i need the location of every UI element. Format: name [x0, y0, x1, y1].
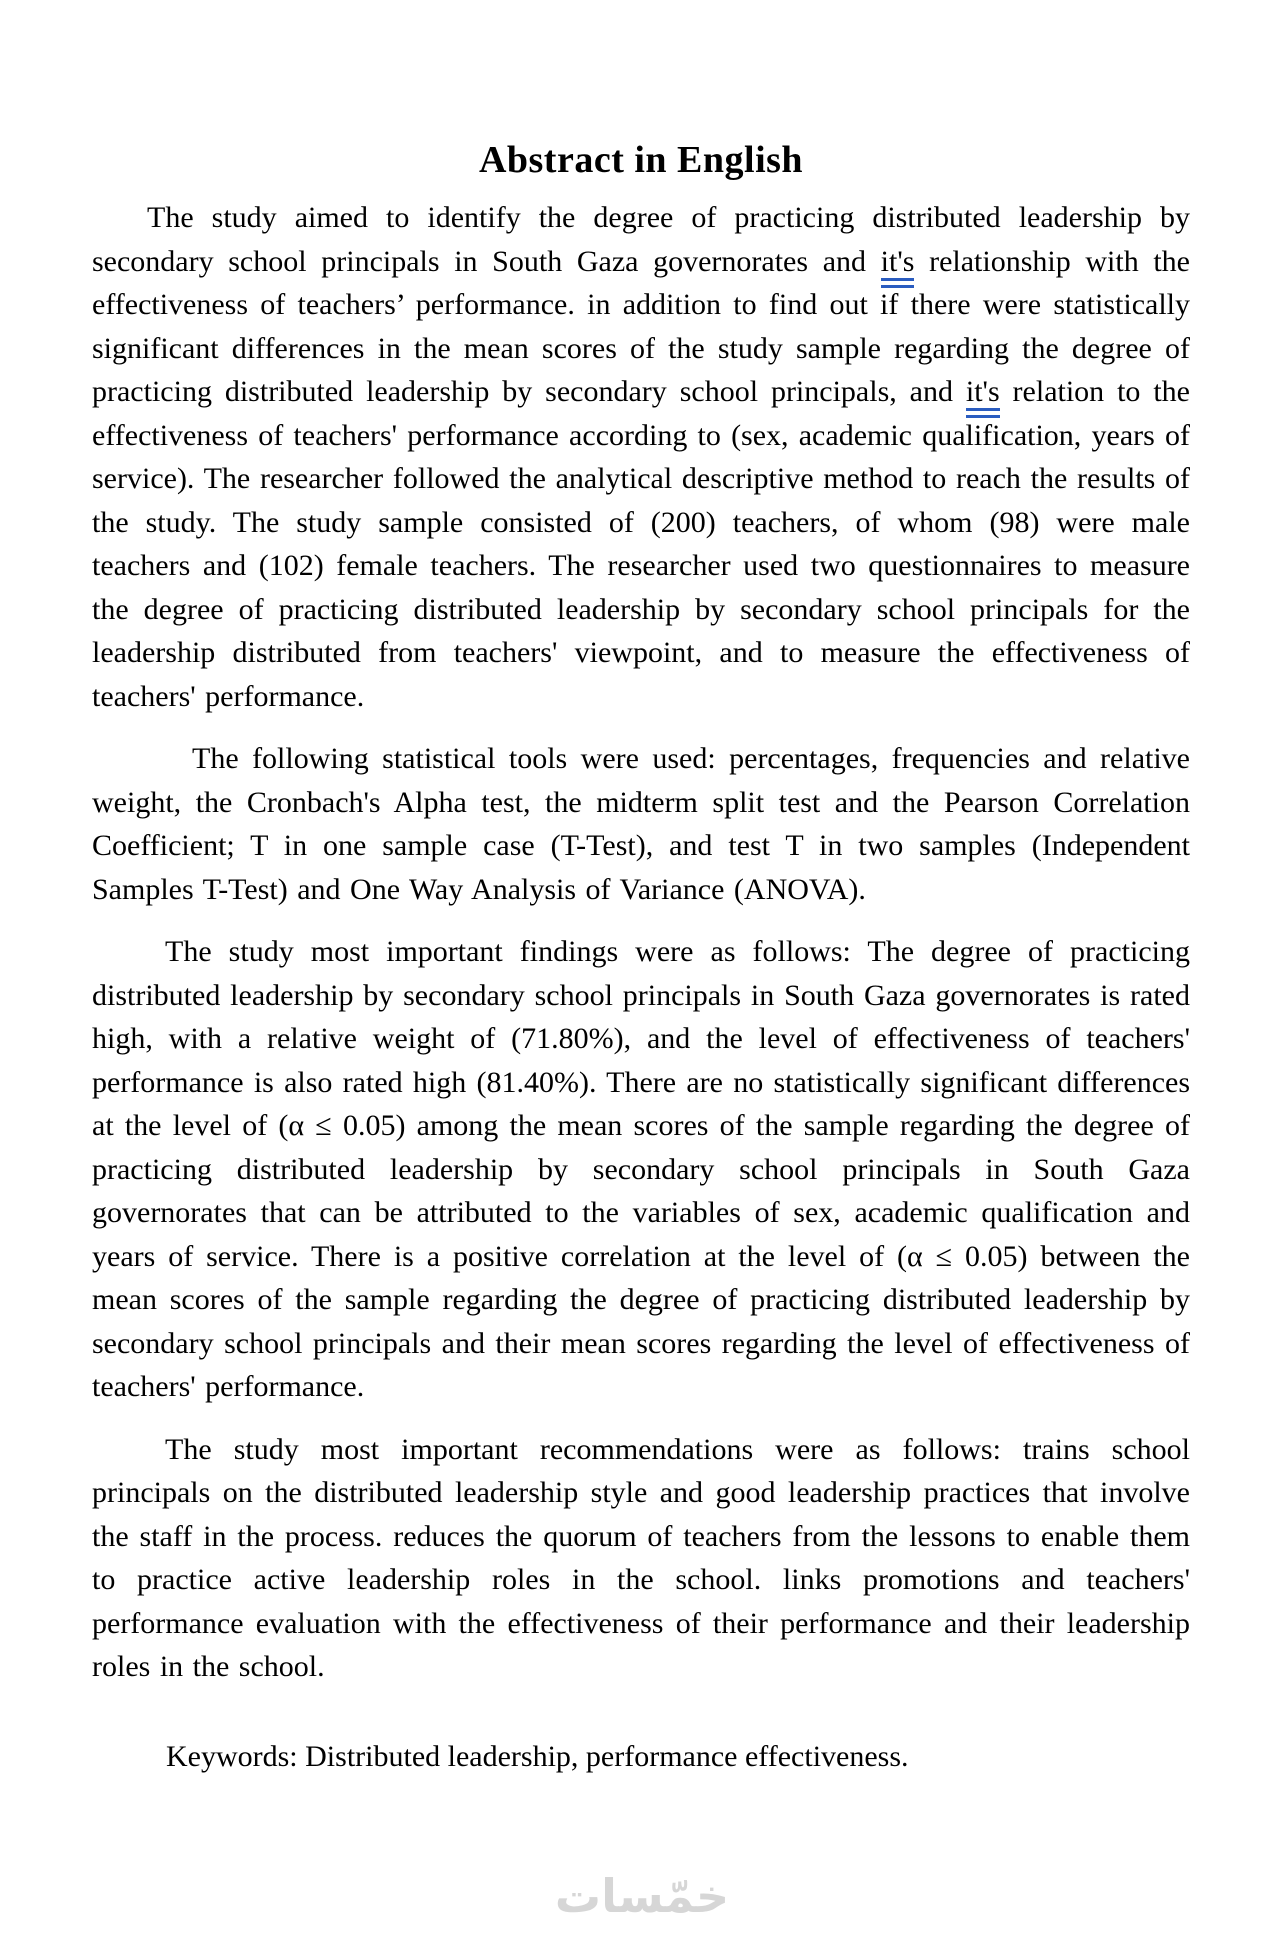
abstract-paragraph-2	[92, 737, 1190, 911]
abstract-body	[92, 196, 1190, 1689]
grammar-underlined-word: it's	[966, 375, 1000, 418]
grammar-underlined-word: it's	[881, 245, 915, 288]
text-segment: relation to the effectiveness of teachers' performance according to (sex, academic qualification, years of service). The researcher followed the analytical descriptive method to reach the results of the study. The study sample consisted of (200) teachers, of whom (98) were male teachers and (102) female teachers. The researcher used two questionnaires to measure the degree of practicing distributed leadership by secondary school principals for the leadership distributed from teachers' viewpoint, and to measure the effectiveness of teachers' performance.	[92, 375, 1190, 713]
abstract-paragraph-3	[92, 930, 1190, 1409]
page-title: Abstract in English	[478, 139, 804, 181]
text-segment: The following statistical tools were used: percentages, frequencies and relative weight, the Cronbach's Alpha test, the midterm split test and the Pearson Correlation Coefficient; T in one sample case (T-Test), and test T in two samples (Independent Samples T-Test) and One Way Analysis of Variance (ANOVA).	[92, 742, 1190, 906]
text-segment: The study most important findings were as follows: The degree of practicing distributed leadership by secondary school principals in South Gaza governorates is rated high, with a relative weight of (71.80%), and the level of effectiveness of teachers' performance is also rated high (81.40%). There are no statistically significant differences at the level of (α ≤ 0.05) among the mean scores of the sample regarding the degree of practicing distributed leadership by secondary school principals in South Gaza governorates that can be attributed to the variables of sex, academic qualification and years of service. There is a positive correlation at the level of (α ≤ 0.05) between the mean scores of the sample regarding the degree of practicing distributed leadership by secondary school principals and their mean scores regarding the level of effectiveness of teachers' performance.	[92, 935, 1190, 1403]
abstract-paragraph-4	[92, 1428, 1190, 1689]
text-segment: The study most important recommendations were as follows: trains school principals on the distributed leadership style and good leadership practices that involve the staff in the process. reduces the quorum of teachers from the lessons to enable them to practice active leadership roles in the school. links promotions and teachers' performance evaluation with the effectiveness of their performance and their leadership roles in the school.	[92, 1432, 1190, 1683]
abstract-paragraph-1	[92, 196, 1190, 718]
text-segment: relationship with the effectiveness of teachers’ performance. in addition to find out if there were statistically significant differences in the mean scores of the study sample regarding the degree of practicing distributed leadership by secondary school principals, and	[92, 244, 1190, 408]
text-segment: The study aimed to identify the degree of practicing distributed leadership by secondary school principals in South Gaza governorates and	[92, 201, 1190, 278]
keywords-line: Keywords: Distributed leadership, performance effectiveness.	[166, 1739, 909, 1773]
khamsat-watermark: خمّسات	[554, 1869, 730, 1923]
